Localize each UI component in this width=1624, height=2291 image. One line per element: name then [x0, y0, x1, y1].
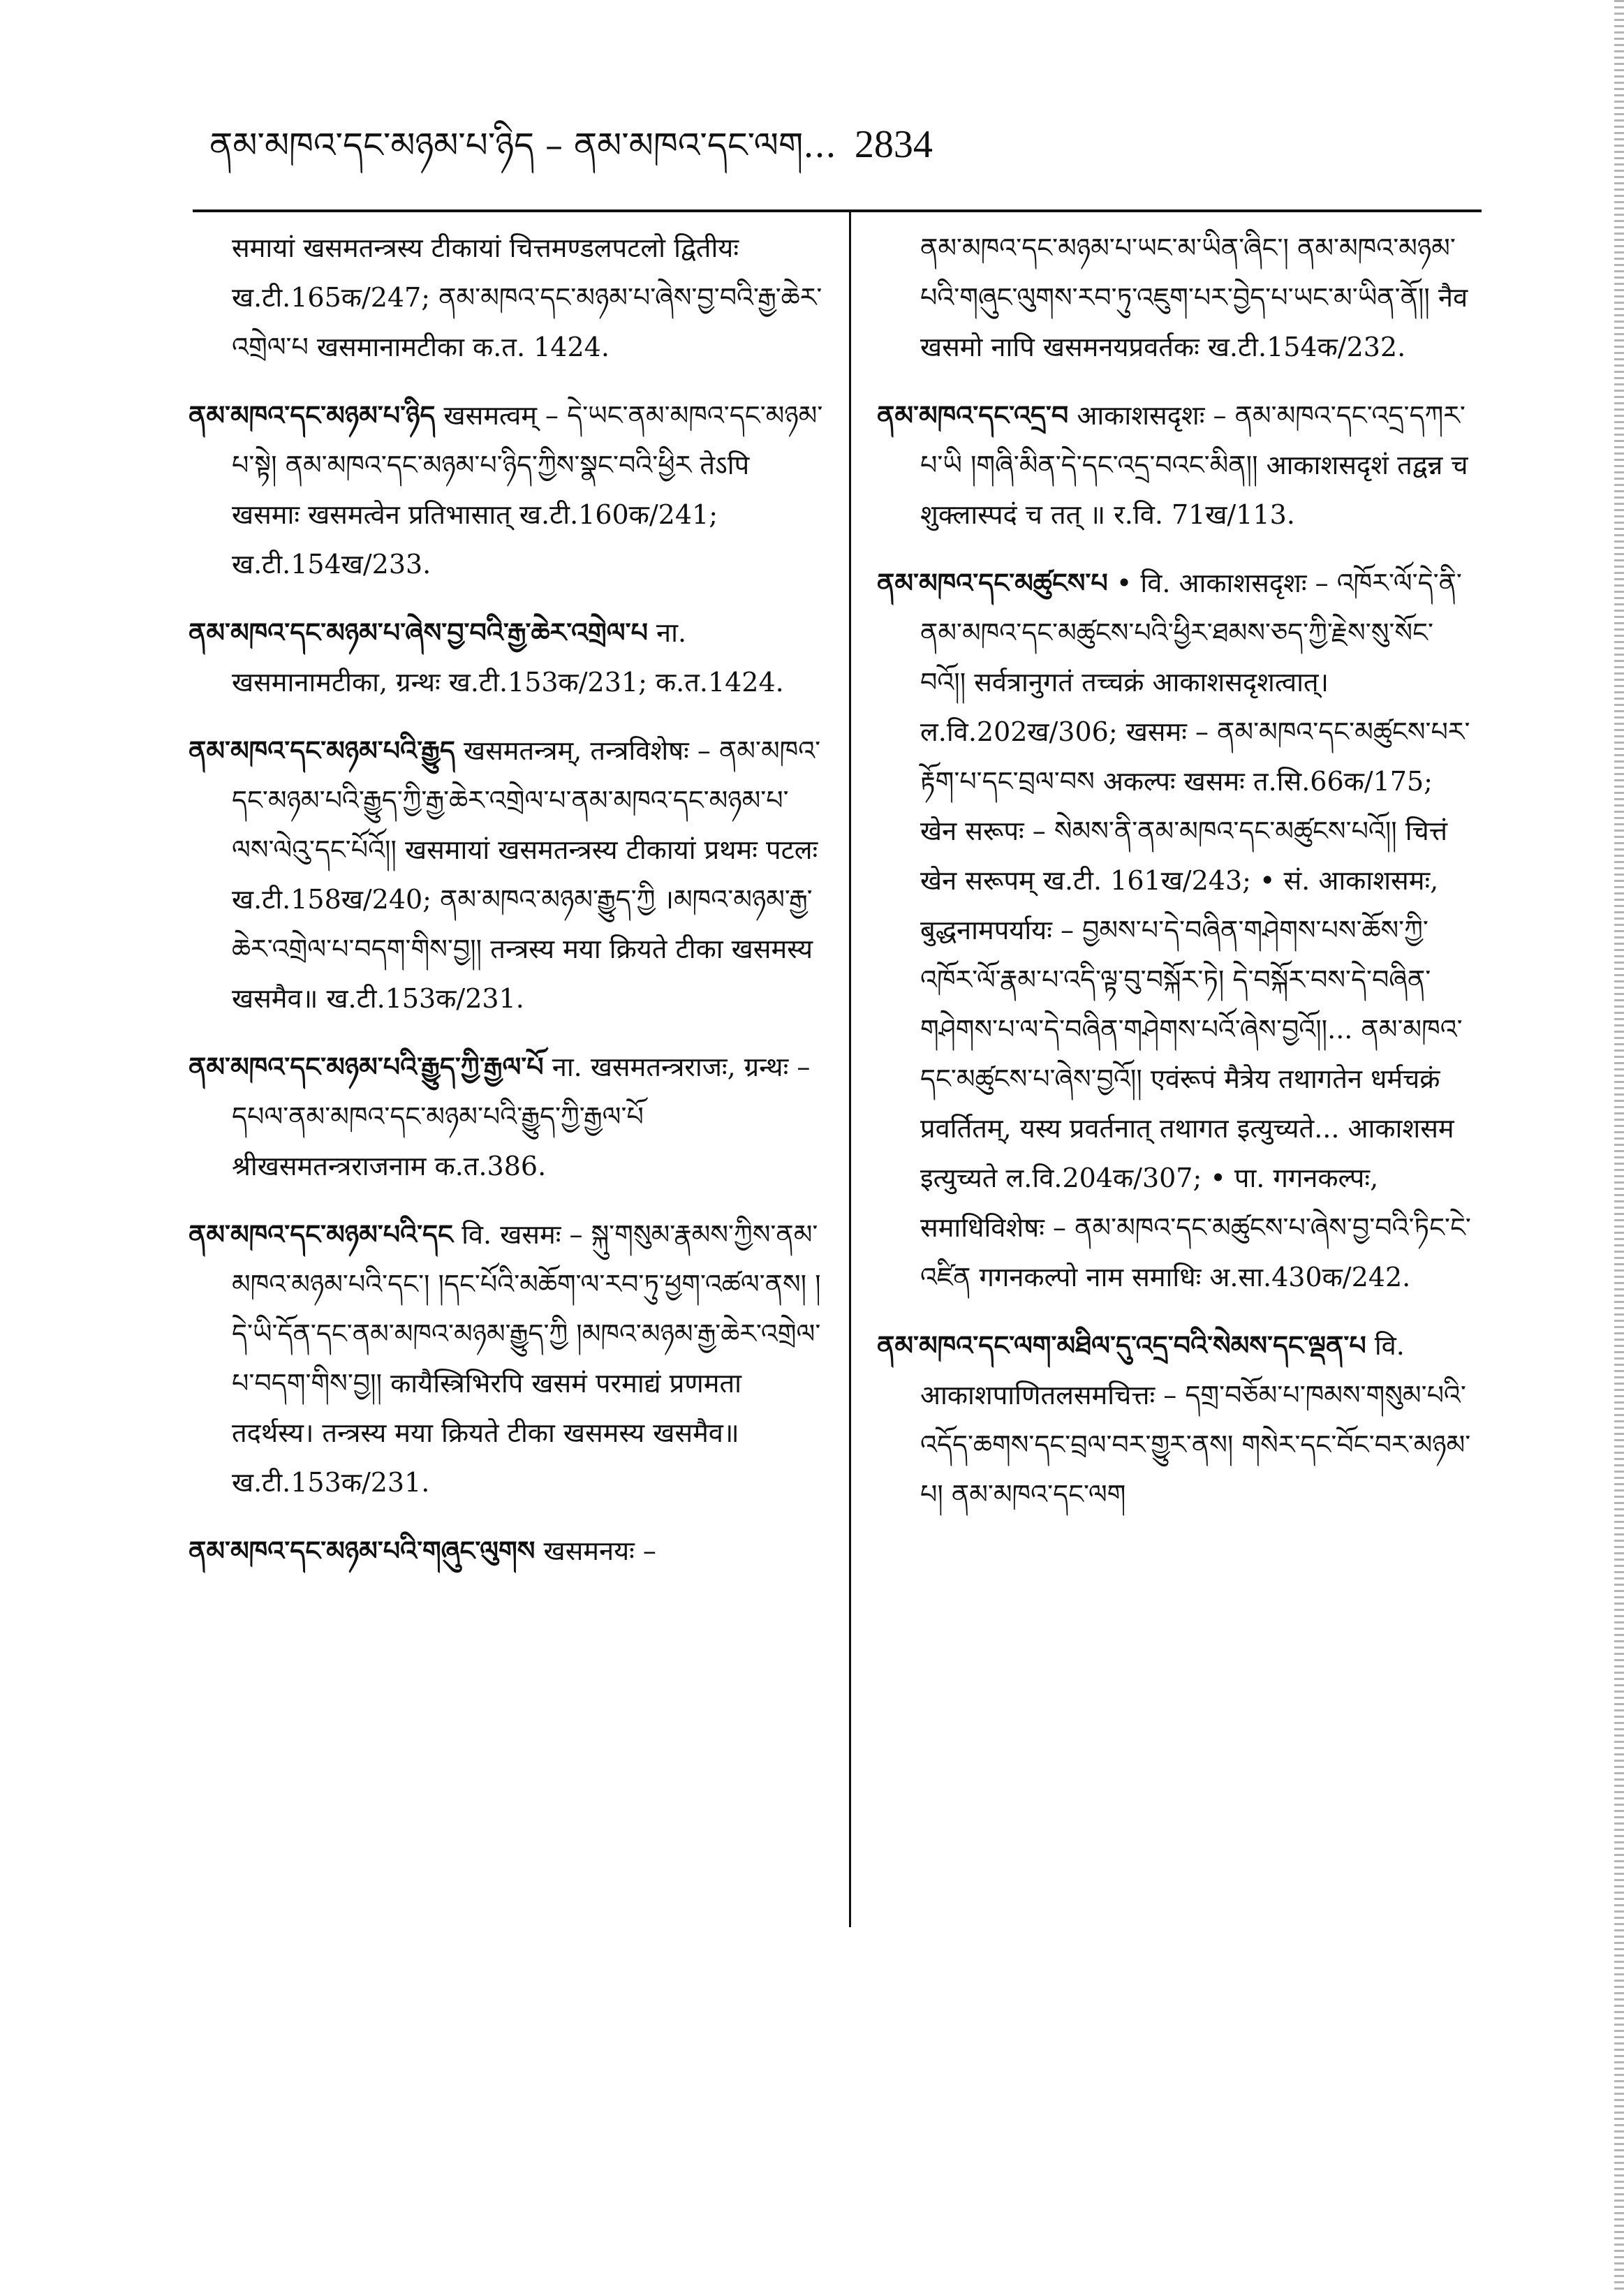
dictionary-entry — [189, 1209, 824, 1508]
dictionary-entry-continuation — [189, 223, 824, 372]
entry-text: खसमतन्त्रम्, तन्त्रविशेषः – ནམ་མཁའ་དང་མཉམ་པའི་རྒྱུད་ཀྱི་རྒྱ་ཆེར་འགྲེལ་པ་ནམ་མཁའ་དང་མཉམ་པ་ལས་ལེའུ་དང་པོའོ།། खसमायां खसमतन्त्रस्य टीकायां प्रथमः पटलः ख.टी.158ख/240; ནམ་མཁའ་མཉམ་རྒྱུད་ཀྱི ।མཁའ་མཉམ་རྒྱ་ཆེར་འགྲེལ་པ་བདག་གིས་བྱ།། तन्त्रस्य मया क्रियते टीका खसमस्य खसमैव॥ ख.टी.153क/231. — [232, 735, 821, 1014]
dictionary-entry — [877, 390, 1477, 540]
entry-headword: ནམ་མཁའ་དང་ལག་མཐིལ་དུ་འདྲ་བའི་སེམས་དང་ལྡན་པ — [877, 1329, 1366, 1361]
entry-headword: ནམ་མཁའ་དང་མཚུངས་པ — [877, 567, 1108, 598]
entry-headword: ནམ་མཁའ་དང་མཉམ་པའི་རྒྱུད་ཀྱི་རྒྱལ་པོ — [189, 1051, 544, 1082]
entry-text: ना. खसमतन्त्रराजः, ग्रन्थः – དཔལ་ནམ་མཁའ་དང་མཉམ་པའི་རྒྱུད་ཀྱི་རྒྱལ་པོ श्रीखसमतन्त्रराजनाम क.त.386. — [232, 1052, 811, 1181]
entry-text: खसमनयः – — [543, 1535, 656, 1566]
running-header — [209, 103, 1438, 187]
entry-text: वि. आकाशपाणितलसमचित्तः – དགྲ་བཅོམ་པ་ཁམས་གསུམ་པའི་འདོད་ཆགས་དང་བྲལ་བར་གྱུར་ནས། གསེར་དང་བོང་བར་མཉམ་པ། ནམ་མཁའ་དང་ལག — [920, 1330, 1471, 1510]
entry-text: ना. खसमानामटीका, ग्रन्थः ख.टी.153क/231; क.त.1424. — [232, 617, 784, 698]
dictionary-entry — [189, 607, 824, 707]
right-column — [877, 223, 1477, 1538]
dictionary-entry-continuation — [877, 223, 1477, 372]
entry-text: • वि. आकाशसदृशः – འཁོར་ལོ་དེ་ནི་ནམ་མཁའ་དང་མཚུངས་པའི་ཕྱིར་ཐམས་ཅད་ཀྱི་རྗེས་སུ་སོང་བའོ།། सर्वत्रानुगतं तच्चक्रं आकाशसदृशत्वात्। ल.वि.202ख/306; खसमः – ནམ་མཁའ་དང་མཚུངས་པར་རྟོག་པ་དང་བྲལ་བས अकल्पः खसमः त.सि.66क/175; खेन सरूपः – སེམས་ནི་ནམ་མཁའ་དང་མཚུངས་པའོ།། चित्तं खेन सरूपम् ख.टी. 161ख/243; • सं. आकाशसमः, बुद्धनामपर्यायः – བྱམས་པ་དེ་བཞིན་གཤེགས་པས་ཆོས་ཀྱི་འཁོར་ལོ་རྣམ་པ་འདི་ལྟ་བུ་བསྐོར་ཏེ། དེ་བསྐོར་བས་དེ་བཞིན་གཤེགས་པ་ལ་དེ་བཞིན་གཤེགས་པའོ་ཞེས་བྱའོ།།... ནམ་མཁའ་དང་མཚུངས་པ་ཞེས་བྱའོ།། एवंरूपं मैत्रेय तथागतेन धर्मचक्रं प्रवर्तितम्, यस्य प्रवर्तनात् तथागत इत्युच्यते... आकाशसम इत्युच्यते ल.वि.204क/307; • पा. गगनकल्पः, समाधिविशेषः – ནམ་མཁའ་དང་མཚུངས་པ་ཞེས་བྱ་བའི་ཏིང་ངེ་འཛིན गगनकल्पो नाम समाधिः अ.सा.430क/242. — [920, 568, 1471, 1292]
running-head-text: ནམ་མཁའ་དང་མཉམ་པ་ཉིད – ནམ་མཁའ་དང་ལག... — [209, 124, 836, 165]
dictionary-entry — [189, 1042, 824, 1191]
entry-headword: ནམ་མཁའ་དང་མཉམ་པའི་གཞུང་ལུགས — [189, 1535, 536, 1566]
entry-headword: ནམ་མཁའ་དང་མཉམ་པའི་རྒྱུད — [189, 735, 455, 766]
entry-text: खसमत्वम् – དེ་ཡང་ནམ་མཁའ་དང་མཉམ་པ་སྟེ། ནམ་མཁའ་དང་མཉམ་པ་ཉིད་ཀྱིས་སྣང་བའི་ཕྱིར तेऽपि खसमाः खसमत्वेन प्रतिभासात् ख.टी.160क/241; ख.टी.154ख/233. — [232, 400, 823, 580]
entry-headword: ནམ་མཁའ་དང་མཉམ་པའི་དང — [189, 1218, 453, 1250]
left-column — [189, 223, 824, 1594]
entry-text: वि. खसमः – སྐུ་གསུམ་རྣམས་ཀྱིས་ནམ་མཁའ་མཉམ་པའི་དང་། །དང་པོའི་མཆོག་ལ་རབ་ཏུ་ཕྱག་འཚལ་ནས། །དེ་ཡི་དོན་དང་ནམ་མཁའ་མཉམ་རྒྱུད་ཀྱི །མཁའ་མཉམ་རྒྱ་ཆེར་འགྲེལ་པ་བདག་གིས་བྱ།། कायैस्त्रिभिरपि खसमं परमाद्यं प्रणमता तदर्थस्य। तन्त्रस्य मया क्रियते टीका खसमस्य खसमैव॥ ख.टी.153क/231. — [232, 1219, 821, 1498]
dictionary-entry — [189, 390, 824, 589]
page-number: 2834 — [854, 123, 933, 167]
entry-headword: ནམ་མཁའ་དང་མཉམ་པ་ཉིད — [189, 399, 436, 431]
dictionary-entry — [189, 1526, 824, 1576]
scan-edge-artifact — [1614, 0, 1624, 2291]
column-divider — [849, 209, 851, 1927]
dictionary-entry — [877, 558, 1477, 1302]
entry-text: आकाशसदृशः – ནམ་མཁའ་དང་འདྲ་དཀར་པ་ཡི །གཞི་མིན་དེ་དང་འདྲ་བའང་མིན།། आकाशसदृशं तद्वन्न च शुक्लास्पदं च तत् ॥ र.वि. 71ख/113. — [920, 400, 1468, 530]
entry-headword: ནམ་མཁའ་དང་མཉམ་པ་ཞེས་བྱ་བའི་རྒྱ་ཆེར་འགྲེལ་པ — [189, 617, 648, 648]
dictionary-entry — [877, 1320, 1477, 1519]
entry-text: ནམ་མཁའ་དང་མཉམ་པ་ཡང་མ་ཡིན་ཞིང་། ནམ་མཁའ་མཉམ་པའི་གཞུང་ལུགས་རབ་ཏུ་འཇུག་པར་བྱེད་པ་ཡང་མ་ཡིན་ནོ།། नैव खसमो नापि खसमनयप्रवर्तकः ख.टी.154क/232. — [920, 233, 1468, 362]
entry-text: समायां खसमतन्त्रस्य टीकायां चित्तमण्डलपटलो द्वितीयः ख.टी.165क/247; ནམ་མཁའ་དང་མཉམ་པ་ཞེས་བྱ་བའི་རྒྱ་ཆེར་འགྲེལ་པ खसमानामटीका क.त. 1424. — [232, 233, 822, 362]
entry-headword: ནམ་མཁའ་དང་འདྲ་བ — [877, 399, 1069, 431]
header-rule — [193, 209, 1482, 212]
dictionary-entry — [189, 725, 824, 1024]
